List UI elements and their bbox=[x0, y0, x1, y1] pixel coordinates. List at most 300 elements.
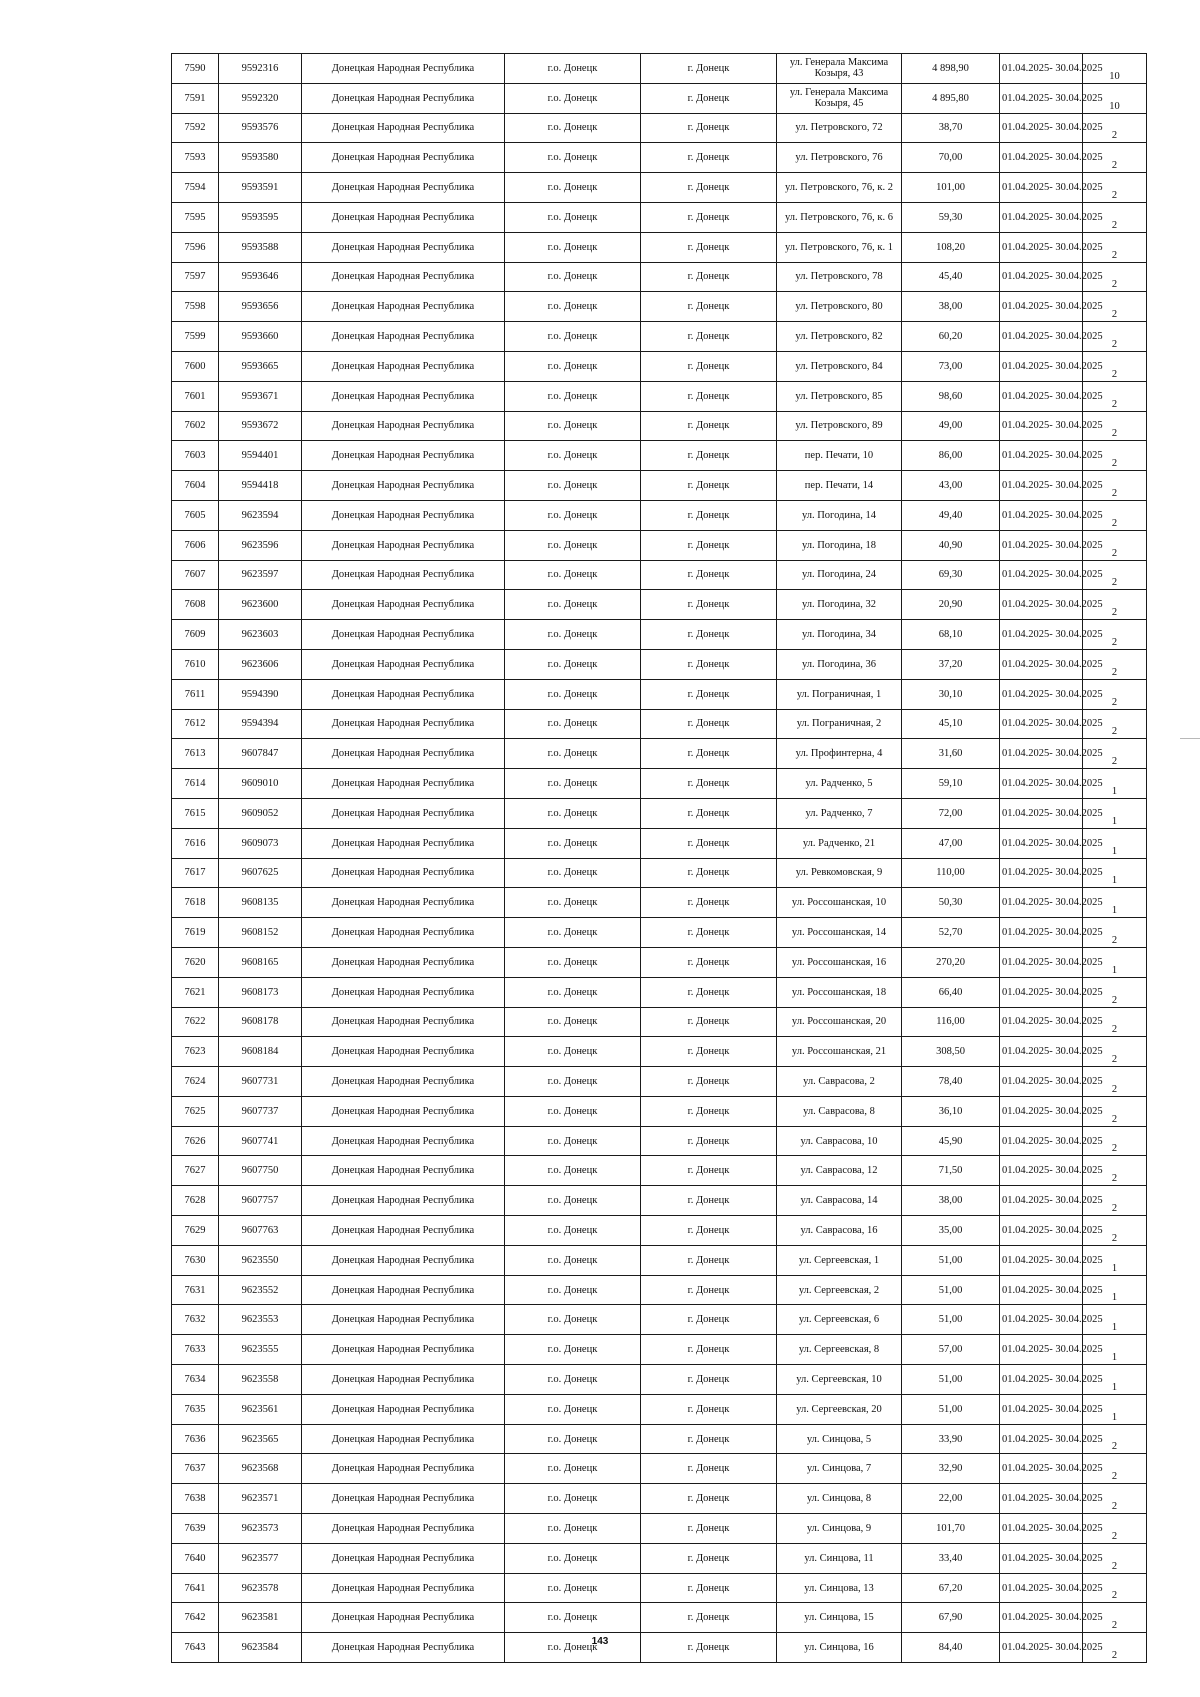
cadastral-id-cell: 9607731 bbox=[219, 1067, 302, 1097]
row-number-cell: 7605 bbox=[172, 500, 219, 530]
count-cell: 2 bbox=[1083, 590, 1147, 620]
count-cell: 2 bbox=[1083, 739, 1147, 769]
region-cell: Донецкая Народная Республика bbox=[302, 1603, 505, 1633]
city-cell: г. Донецк bbox=[641, 1037, 777, 1067]
region-cell: Донецкая Народная Республика bbox=[302, 1245, 505, 1275]
period-cell: 01.04.2025- 30.04.2025 bbox=[1000, 83, 1083, 113]
address-cell: ул. Россошанская, 18 bbox=[777, 977, 902, 1007]
cadastral-id-cell: 9607625 bbox=[219, 858, 302, 888]
row-number-cell: 7626 bbox=[172, 1126, 219, 1156]
row-number-cell: 7641 bbox=[172, 1573, 219, 1603]
region-cell: Донецкая Народная Республика bbox=[302, 1305, 505, 1335]
row-number-cell: 7591 bbox=[172, 83, 219, 113]
region-cell: Донецкая Народная Республика bbox=[302, 590, 505, 620]
region-cell: Донецкая Народная Республика bbox=[302, 262, 505, 292]
table-row bbox=[172, 83, 1147, 113]
region-cell: Донецкая Народная Республика bbox=[302, 500, 505, 530]
count-cell: 2 bbox=[1083, 679, 1147, 709]
municipality-cell: г.о. Донецк bbox=[505, 649, 641, 679]
period-cell: 01.04.2025- 30.04.2025 bbox=[1000, 1633, 1083, 1663]
address-cell: ул. Петровского, 82 bbox=[777, 322, 902, 352]
municipality-cell: г.о. Донецк bbox=[505, 1305, 641, 1335]
count-cell: 2 bbox=[1083, 1454, 1147, 1484]
municipality-cell: г.о. Донецк bbox=[505, 292, 641, 322]
city-cell: г. Донецк bbox=[641, 351, 777, 381]
count-cell: 2 bbox=[1083, 1037, 1147, 1067]
area-cell: 43,00 bbox=[902, 471, 1000, 501]
municipality-cell: г.о. Донецк bbox=[505, 1514, 641, 1544]
area-cell: 38,70 bbox=[902, 113, 1000, 143]
area-cell: 73,00 bbox=[902, 351, 1000, 381]
period-cell: 01.04.2025- 30.04.2025 bbox=[1000, 739, 1083, 769]
address-cell: ул. Россошанская, 10 bbox=[777, 888, 902, 918]
city-cell: г. Донецк bbox=[641, 381, 777, 411]
count-cell: 2 bbox=[1083, 1186, 1147, 1216]
cadastral-id-cell: 9607847 bbox=[219, 739, 302, 769]
cadastral-id-cell: 9623600 bbox=[219, 590, 302, 620]
period-cell: 01.04.2025- 30.04.2025 bbox=[1000, 1603, 1083, 1633]
row-number-cell: 7609 bbox=[172, 620, 219, 650]
address-cell: ул. Петровского, 84 bbox=[777, 351, 902, 381]
row-number-cell: 7610 bbox=[172, 649, 219, 679]
municipality-cell: г.о. Донецк bbox=[505, 1007, 641, 1037]
city-cell: г. Донецк bbox=[641, 1126, 777, 1156]
cadastral-id-cell: 9623577 bbox=[219, 1543, 302, 1573]
count-cell: 2 bbox=[1083, 1007, 1147, 1037]
period-cell: 01.04.2025- 30.04.2025 bbox=[1000, 441, 1083, 471]
table-row bbox=[172, 1156, 1147, 1186]
row-number-cell: 7599 bbox=[172, 322, 219, 352]
region-cell: Донецкая Народная Республика bbox=[302, 1543, 505, 1573]
region-cell: Донецкая Народная Республика bbox=[302, 143, 505, 173]
city-cell: г. Донецк bbox=[641, 1394, 777, 1424]
table-row bbox=[172, 1067, 1147, 1097]
table-row bbox=[172, 709, 1147, 739]
city-cell: г. Донецк bbox=[641, 1514, 777, 1544]
city-cell: г. Донецк bbox=[641, 858, 777, 888]
cadastral-id-cell: 9593646 bbox=[219, 262, 302, 292]
period-cell: 01.04.2025- 30.04.2025 bbox=[1000, 798, 1083, 828]
row-number-cell: 7632 bbox=[172, 1305, 219, 1335]
row-number-cell: 7642 bbox=[172, 1603, 219, 1633]
period-cell: 01.04.2025- 30.04.2025 bbox=[1000, 292, 1083, 322]
cadastral-id-cell: 9623606 bbox=[219, 649, 302, 679]
municipality-cell: г.о. Донецк bbox=[505, 1454, 641, 1484]
area-cell: 101,00 bbox=[902, 173, 1000, 203]
city-cell: г. Донецк bbox=[641, 1096, 777, 1126]
region-cell: Донецкая Народная Республика bbox=[302, 232, 505, 262]
city-cell: г. Донецк bbox=[641, 232, 777, 262]
period-cell: 01.04.2025- 30.04.2025 bbox=[1000, 918, 1083, 948]
period-cell: 01.04.2025- 30.04.2025 bbox=[1000, 560, 1083, 590]
city-cell: г. Донецк bbox=[641, 709, 777, 739]
address-cell: ул. Петровского, 78 bbox=[777, 262, 902, 292]
period-cell: 01.04.2025- 30.04.2025 bbox=[1000, 1007, 1083, 1037]
city-cell: г. Донецк bbox=[641, 54, 777, 84]
period-cell: 01.04.2025- 30.04.2025 bbox=[1000, 1245, 1083, 1275]
cadastral-id-cell: 9609073 bbox=[219, 828, 302, 858]
count-cell: 2 bbox=[1083, 143, 1147, 173]
row-number-cell: 7619 bbox=[172, 918, 219, 948]
count-cell: 1 bbox=[1083, 1394, 1147, 1424]
cadastral-id-cell: 9623568 bbox=[219, 1454, 302, 1484]
area-cell: 49,00 bbox=[902, 411, 1000, 441]
cadastral-id-cell: 9608135 bbox=[219, 888, 302, 918]
region-cell: Донецкая Народная Республика bbox=[302, 1126, 505, 1156]
area-cell: 308,50 bbox=[902, 1037, 1000, 1067]
municipality-cell: г.о. Донецк bbox=[505, 918, 641, 948]
area-cell: 45,40 bbox=[902, 262, 1000, 292]
row-number-cell: 7631 bbox=[172, 1275, 219, 1305]
count-cell: 2 bbox=[1083, 1543, 1147, 1573]
cadastral-id-cell: 9593660 bbox=[219, 322, 302, 352]
row-number-cell: 7603 bbox=[172, 441, 219, 471]
address-cell: ул. Саврасова, 10 bbox=[777, 1126, 902, 1156]
cadastral-id-cell: 9593588 bbox=[219, 232, 302, 262]
period-cell: 01.04.2025- 30.04.2025 bbox=[1000, 202, 1083, 232]
period-cell: 01.04.2025- 30.04.2025 bbox=[1000, 1543, 1083, 1573]
table-row bbox=[172, 1603, 1147, 1633]
region-cell: Донецкая Народная Республика bbox=[302, 471, 505, 501]
period-cell: 01.04.2025- 30.04.2025 bbox=[1000, 262, 1083, 292]
address-cell: ул. Сергеевская, 20 bbox=[777, 1394, 902, 1424]
city-cell: г. Донецк bbox=[641, 1454, 777, 1484]
table-row bbox=[172, 1216, 1147, 1246]
area-cell: 60,20 bbox=[902, 322, 1000, 352]
row-number-cell: 7606 bbox=[172, 530, 219, 560]
count-cell: 2 bbox=[1083, 1484, 1147, 1514]
cadastral-id-cell: 9594418 bbox=[219, 471, 302, 501]
area-cell: 57,00 bbox=[902, 1335, 1000, 1365]
cadastral-id-cell: 9594401 bbox=[219, 441, 302, 471]
table-row bbox=[172, 173, 1147, 203]
table-row bbox=[172, 1007, 1147, 1037]
city-cell: г. Донецк bbox=[641, 590, 777, 620]
municipality-cell: г.о. Донецк bbox=[505, 500, 641, 530]
area-cell: 86,00 bbox=[902, 441, 1000, 471]
address-cell: ул. Петровского, 85 bbox=[777, 381, 902, 411]
address-cell: ул. Пограничная, 1 bbox=[777, 679, 902, 709]
period-cell: 01.04.2025- 30.04.2025 bbox=[1000, 500, 1083, 530]
region-cell: Донецкая Народная Республика bbox=[302, 83, 505, 113]
area-cell: 36,10 bbox=[902, 1096, 1000, 1126]
row-number-cell: 7590 bbox=[172, 54, 219, 84]
cadastral-id-cell: 9623597 bbox=[219, 560, 302, 590]
table-row bbox=[172, 1245, 1147, 1275]
table-row bbox=[172, 143, 1147, 173]
period-cell: 01.04.2025- 30.04.2025 bbox=[1000, 1365, 1083, 1395]
period-cell: 01.04.2025- 30.04.2025 bbox=[1000, 1514, 1083, 1544]
area-cell: 270,20 bbox=[902, 947, 1000, 977]
municipality-cell: г.о. Донецк bbox=[505, 441, 641, 471]
region-cell: Донецкая Народная Республика bbox=[302, 1335, 505, 1365]
table-row bbox=[172, 1037, 1147, 1067]
region-cell: Донецкая Народная Республика bbox=[302, 1394, 505, 1424]
period-cell: 01.04.2025- 30.04.2025 bbox=[1000, 1454, 1083, 1484]
municipality-cell: г.о. Донецк bbox=[505, 858, 641, 888]
table-row bbox=[172, 1424, 1147, 1454]
municipality-cell: г.о. Донецк bbox=[505, 173, 641, 203]
count-cell: 2 bbox=[1083, 262, 1147, 292]
area-cell: 33,90 bbox=[902, 1424, 1000, 1454]
municipality-cell: г.о. Донецк bbox=[505, 709, 641, 739]
row-number-cell: 7616 bbox=[172, 828, 219, 858]
address-cell: ул. Погодина, 36 bbox=[777, 649, 902, 679]
region-cell: Донецкая Народная Республика bbox=[302, 322, 505, 352]
area-cell: 49,40 bbox=[902, 500, 1000, 530]
table-row bbox=[172, 1365, 1147, 1395]
address-cell: ул. Петровского, 72 bbox=[777, 113, 902, 143]
count-cell: 1 bbox=[1083, 1245, 1147, 1275]
city-cell: г. Донецк bbox=[641, 530, 777, 560]
row-number-cell: 7629 bbox=[172, 1216, 219, 1246]
address-cell: ул. Саврасова, 8 bbox=[777, 1096, 902, 1126]
row-number-cell: 7617 bbox=[172, 858, 219, 888]
table-row bbox=[172, 918, 1147, 948]
area-cell: 51,00 bbox=[902, 1275, 1000, 1305]
cadastral-id-cell: 9623596 bbox=[219, 530, 302, 560]
address-cell: ул. Петровского, 76, к. 1 bbox=[777, 232, 902, 262]
period-cell: 01.04.2025- 30.04.2025 bbox=[1000, 769, 1083, 799]
period-cell: 01.04.2025- 30.04.2025 bbox=[1000, 1484, 1083, 1514]
row-number-cell: 7596 bbox=[172, 232, 219, 262]
count-cell: 2 bbox=[1083, 1126, 1147, 1156]
municipality-cell: г.о. Донецк bbox=[505, 1156, 641, 1186]
address-cell: ул. Ревкомовская, 9 bbox=[777, 858, 902, 888]
table-row bbox=[172, 769, 1147, 799]
region-cell: Донецкая Народная Республика bbox=[302, 292, 505, 322]
area-cell: 101,70 bbox=[902, 1514, 1000, 1544]
area-cell: 50,30 bbox=[902, 888, 1000, 918]
address-cell: ул. Петровского, 80 bbox=[777, 292, 902, 322]
region-cell: Донецкая Народная Республика bbox=[302, 888, 505, 918]
address-cell: ул. Сергеевская, 2 bbox=[777, 1275, 902, 1305]
area-cell: 30,10 bbox=[902, 679, 1000, 709]
cadastral-id-cell: 9608165 bbox=[219, 947, 302, 977]
period-cell: 01.04.2025- 30.04.2025 bbox=[1000, 411, 1083, 441]
count-cell: 2 bbox=[1083, 918, 1147, 948]
row-number-cell: 7633 bbox=[172, 1335, 219, 1365]
period-cell: 01.04.2025- 30.04.2025 bbox=[1000, 1573, 1083, 1603]
table-row bbox=[172, 202, 1147, 232]
region-cell: Донецкая Народная Республика bbox=[302, 1275, 505, 1305]
count-cell: 10 bbox=[1083, 54, 1147, 84]
table-row bbox=[172, 649, 1147, 679]
region-cell: Донецкая Народная Республика bbox=[302, 709, 505, 739]
table-row bbox=[172, 1543, 1147, 1573]
region-cell: Донецкая Народная Республика bbox=[302, 1633, 505, 1663]
count-cell: 2 bbox=[1083, 1096, 1147, 1126]
city-cell: г. Донецк bbox=[641, 411, 777, 441]
period-cell: 01.04.2025- 30.04.2025 bbox=[1000, 1335, 1083, 1365]
municipality-cell: г.о. Донецк bbox=[505, 620, 641, 650]
row-number-cell: 7627 bbox=[172, 1156, 219, 1186]
count-cell: 10 bbox=[1083, 83, 1147, 113]
cadastral-id-cell: 9593580 bbox=[219, 143, 302, 173]
period-cell: 01.04.2025- 30.04.2025 bbox=[1000, 1126, 1083, 1156]
period-cell: 01.04.2025- 30.04.2025 bbox=[1000, 322, 1083, 352]
municipality-cell: г.о. Донецк bbox=[505, 530, 641, 560]
table-row bbox=[172, 1126, 1147, 1156]
city-cell: г. Донецк bbox=[641, 1275, 777, 1305]
address-cell: ул. Погодина, 24 bbox=[777, 560, 902, 590]
period-cell: 01.04.2025- 30.04.2025 bbox=[1000, 1067, 1083, 1097]
count-cell: 2 bbox=[1083, 1573, 1147, 1603]
city-cell: г. Донецк bbox=[641, 262, 777, 292]
area-cell: 38,00 bbox=[902, 292, 1000, 322]
municipality-cell: г.о. Донецк bbox=[505, 1603, 641, 1633]
cadastral-id-cell: 9623552 bbox=[219, 1275, 302, 1305]
table-row bbox=[172, 1514, 1147, 1544]
city-cell: г. Донецк bbox=[641, 1245, 777, 1275]
period-cell: 01.04.2025- 30.04.2025 bbox=[1000, 1156, 1083, 1186]
city-cell: г. Донецк bbox=[641, 500, 777, 530]
region-cell: Донецкая Народная Республика bbox=[302, 798, 505, 828]
cadastral-id-cell: 9623571 bbox=[219, 1484, 302, 1514]
address-cell: ул. Синцова, 7 bbox=[777, 1454, 902, 1484]
area-cell: 68,10 bbox=[902, 620, 1000, 650]
city-cell: г. Донецк bbox=[641, 83, 777, 113]
period-cell: 01.04.2025- 30.04.2025 bbox=[1000, 1096, 1083, 1126]
cadastral-id-cell: 9593595 bbox=[219, 202, 302, 232]
count-cell: 1 bbox=[1083, 1275, 1147, 1305]
count-cell: 2 bbox=[1083, 530, 1147, 560]
area-cell: 4 895,80 bbox=[902, 83, 1000, 113]
area-cell: 70,00 bbox=[902, 143, 1000, 173]
period-cell: 01.04.2025- 30.04.2025 bbox=[1000, 1275, 1083, 1305]
table-row bbox=[172, 739, 1147, 769]
region-cell: Донецкая Народная Республика bbox=[302, 381, 505, 411]
address-cell: ул. Синцова, 11 bbox=[777, 1543, 902, 1573]
city-cell: г. Донецк bbox=[641, 947, 777, 977]
address-cell: ул. Погодина, 14 bbox=[777, 500, 902, 530]
period-cell: 01.04.2025- 30.04.2025 bbox=[1000, 679, 1083, 709]
address-cell: ул. Погодина, 18 bbox=[777, 530, 902, 560]
city-cell: г. Донецк bbox=[641, 560, 777, 590]
count-cell: 2 bbox=[1083, 441, 1147, 471]
cadastral-id-cell: 9594390 bbox=[219, 679, 302, 709]
row-number-cell: 7628 bbox=[172, 1186, 219, 1216]
city-cell: г. Донецк bbox=[641, 1216, 777, 1246]
city-cell: г. Донецк bbox=[641, 769, 777, 799]
area-cell: 45,10 bbox=[902, 709, 1000, 739]
region-cell: Донецкая Народная Республика bbox=[302, 739, 505, 769]
row-number-cell: 7625 bbox=[172, 1096, 219, 1126]
address-cell: ул. Синцова, 13 bbox=[777, 1573, 902, 1603]
region-cell: Донецкая Народная Республика bbox=[302, 649, 505, 679]
municipality-cell: г.о. Донецк bbox=[505, 1245, 641, 1275]
table-row bbox=[172, 411, 1147, 441]
count-cell: 2 bbox=[1083, 1156, 1147, 1186]
region-cell: Донецкая Народная Республика bbox=[302, 351, 505, 381]
city-cell: г. Донецк bbox=[641, 739, 777, 769]
area-cell: 78,40 bbox=[902, 1067, 1000, 1097]
address-cell: ул. Петровского, 76, к. 2 bbox=[777, 173, 902, 203]
municipality-cell: г.о. Донецк bbox=[505, 381, 641, 411]
city-cell: г. Донецк bbox=[641, 1603, 777, 1633]
city-cell: г. Донецк bbox=[641, 918, 777, 948]
table-row bbox=[172, 1096, 1147, 1126]
table-row bbox=[172, 292, 1147, 322]
city-cell: г. Донецк bbox=[641, 143, 777, 173]
area-cell: 52,70 bbox=[902, 918, 1000, 948]
region-cell: Донецкая Народная Республика bbox=[302, 947, 505, 977]
municipality-cell: г.о. Донецк bbox=[505, 113, 641, 143]
table-row bbox=[172, 828, 1147, 858]
period-cell: 01.04.2025- 30.04.2025 bbox=[1000, 381, 1083, 411]
area-cell: 31,60 bbox=[902, 739, 1000, 769]
scan-edge-mark bbox=[1180, 738, 1200, 739]
region-cell: Донецкая Народная Республика bbox=[302, 977, 505, 1007]
cadastral-id-cell: 9623550 bbox=[219, 1245, 302, 1275]
row-number-cell: 7604 bbox=[172, 471, 219, 501]
table-row bbox=[172, 1186, 1147, 1216]
period-cell: 01.04.2025- 30.04.2025 bbox=[1000, 471, 1083, 501]
municipality-cell: г.о. Донецк bbox=[505, 977, 641, 1007]
table-row bbox=[172, 1573, 1147, 1603]
area-cell: 32,90 bbox=[902, 1454, 1000, 1484]
count-cell: 2 bbox=[1083, 500, 1147, 530]
region-cell: Донецкая Народная Республика bbox=[302, 54, 505, 84]
city-cell: г. Донецк bbox=[641, 1484, 777, 1514]
address-cell: ул. Сергеевская, 8 bbox=[777, 1335, 902, 1365]
row-number-cell: 7635 bbox=[172, 1394, 219, 1424]
cadastral-id-cell: 9592316 bbox=[219, 54, 302, 84]
municipality-cell: г.о. Донецк bbox=[505, 769, 641, 799]
region-cell: Донецкая Народная Республика bbox=[302, 1454, 505, 1484]
address-cell: ул. Погодина, 34 bbox=[777, 620, 902, 650]
municipality-cell: г.о. Донецк bbox=[505, 1126, 641, 1156]
region-cell: Донецкая Народная Республика bbox=[302, 1067, 505, 1097]
municipality-cell: г.о. Донецк bbox=[505, 739, 641, 769]
region-cell: Донецкая Народная Республика bbox=[302, 918, 505, 948]
table-row bbox=[172, 530, 1147, 560]
area-cell: 71,50 bbox=[902, 1156, 1000, 1186]
region-cell: Донецкая Народная Республика bbox=[302, 560, 505, 590]
count-cell: 2 bbox=[1083, 977, 1147, 1007]
count-cell: 2 bbox=[1083, 232, 1147, 262]
city-cell: г. Донецк bbox=[641, 1573, 777, 1603]
municipality-cell: г.о. Донецк bbox=[505, 1394, 641, 1424]
count-cell: 2 bbox=[1083, 381, 1147, 411]
row-number-cell: 7630 bbox=[172, 1245, 219, 1275]
row-number-cell: 7637 bbox=[172, 1454, 219, 1484]
city-cell: г. Донецк bbox=[641, 649, 777, 679]
cadastral-id-cell: 9623555 bbox=[219, 1335, 302, 1365]
period-cell: 01.04.2025- 30.04.2025 bbox=[1000, 620, 1083, 650]
region-cell: Донецкая Народная Республика bbox=[302, 530, 505, 560]
municipality-cell: г.о. Донецк bbox=[505, 411, 641, 441]
address-cell: ул. Петровского, 76 bbox=[777, 143, 902, 173]
address-cell: ул. Саврасова, 12 bbox=[777, 1156, 902, 1186]
table-row bbox=[172, 322, 1147, 352]
period-cell: 01.04.2025- 30.04.2025 bbox=[1000, 1394, 1083, 1424]
area-cell: 98,60 bbox=[902, 381, 1000, 411]
count-cell: 2 bbox=[1083, 1067, 1147, 1097]
table-row bbox=[172, 1335, 1147, 1365]
address-cell: ул. Россошанская, 21 bbox=[777, 1037, 902, 1067]
municipality-cell: г.о. Донецк bbox=[505, 1424, 641, 1454]
row-number-cell: 7643 bbox=[172, 1633, 219, 1663]
table-row bbox=[172, 113, 1147, 143]
period-cell: 01.04.2025- 30.04.2025 bbox=[1000, 590, 1083, 620]
registry-table-body bbox=[172, 54, 1147, 1663]
cadastral-id-cell: 9594394 bbox=[219, 709, 302, 739]
municipality-cell: г.о. Донецк bbox=[505, 1037, 641, 1067]
area-cell: 66,40 bbox=[902, 977, 1000, 1007]
row-number-cell: 7623 bbox=[172, 1037, 219, 1067]
cadastral-id-cell: 9593591 bbox=[219, 173, 302, 203]
